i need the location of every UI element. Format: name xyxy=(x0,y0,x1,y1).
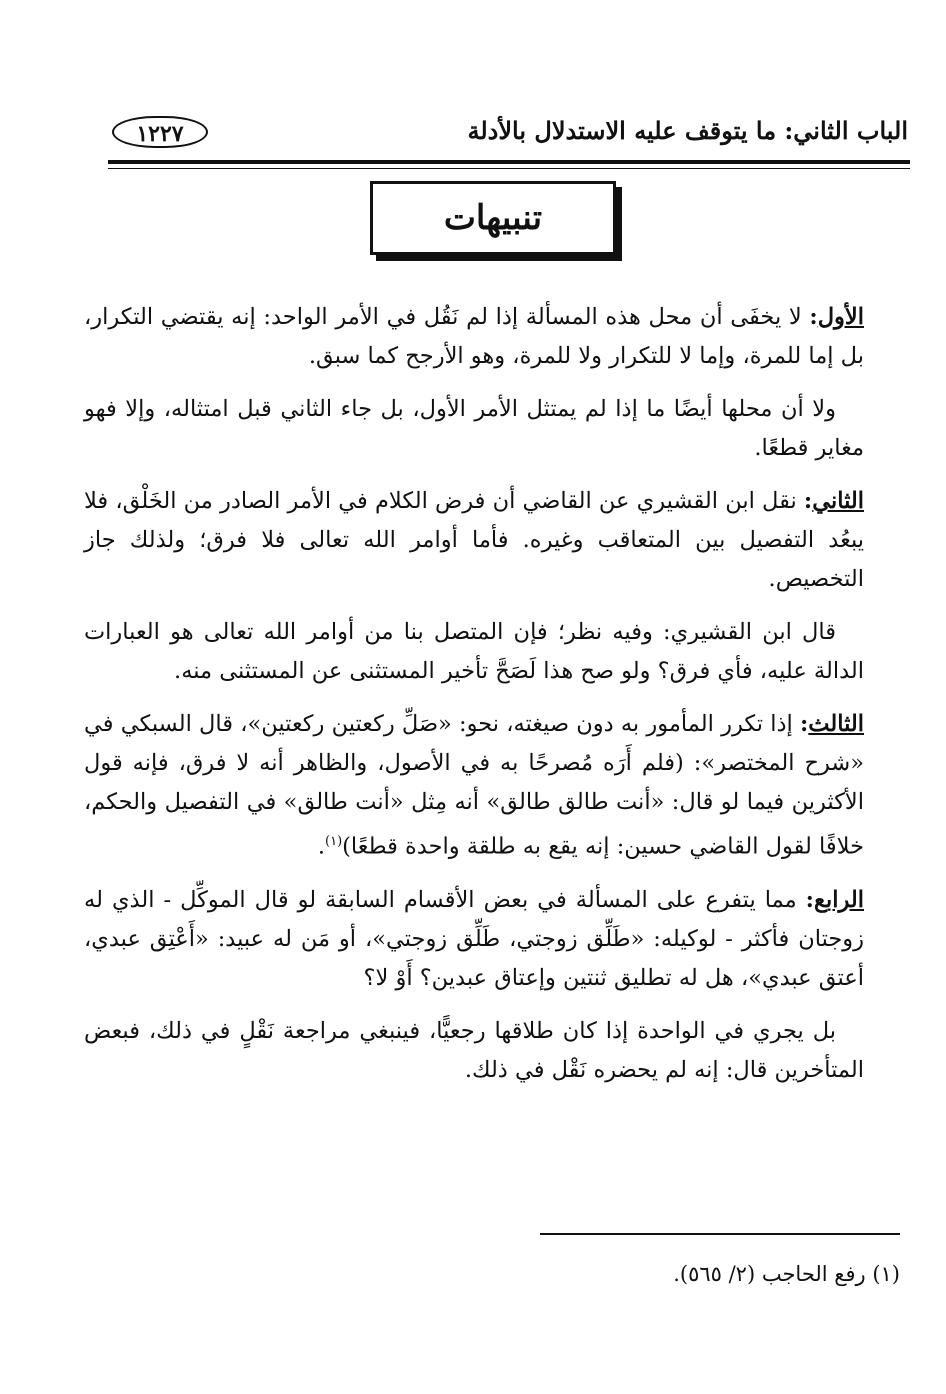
paragraph-tail: . xyxy=(317,833,325,860)
footnote: (١) رفع الحاجب (٢/ ٥٦٥). xyxy=(673,1262,900,1286)
paragraph-fourth: الرابع: مما يتفرع على المسألة في بعض الأقسام السابقة لو قال الموكِّل - الذي له زوجتان فأكثر - لوكيله: «طَلِّق زوجتي، طَلِّق زوجتي»، أو مَن له عبيد: «أَعْتِق عبدي، أعتق عبدي»، هل له تطليق ثنتين وإعتاق عبدين؟ أَوْ لا؟ xyxy=(84,886,864,991)
running-header xyxy=(112,112,908,156)
lead-word-fourth: الرابع xyxy=(813,886,864,913)
paragraph-text: ولا أن محلها أيضًا ما إذا لم يمتثل الأمر الأول، بل جاء الثاني قبل امتثاله، وإلا فهو مغاير قطعًا. xyxy=(84,396,864,461)
paragraph-text: نقل ابن القشيري عن القاضي أن فرض الكلام في الأمر الصادر من الخَلْق، فلا يبعُد التفصيل بين المتعاقب وغيره. فأما أوامر الله تعالى فلا فرق؛ ولذلك جاز التخصيص. xyxy=(84,488,864,592)
lead-word-first: الأول xyxy=(817,304,864,330)
paragraph-text: لا يخفَى أن محل هذه المسألة إذا لم نَقُل في الأمر الواحد: إنه يقتضي التكرار، بل إما للمرة، وإما لا للتكرار ولا للمرة، وهو الأرجح كما سبق. xyxy=(84,304,864,369)
header-rule xyxy=(108,160,910,164)
paragraph xyxy=(84,613,864,691)
paragraph-text: قال ابن القشيري: وفيه نظر؛ فإن المتصل بنا من أوامر الله تعالى هو العبارات الدالة عليه، فأي فرق؟ ولو صح هذا لَصَحَّ تأخير المستثنى عن المستثنى منه. xyxy=(84,619,864,684)
paragraph-text: إذا تكرر المأمور به دون صيغته، نحو: «صَلِّ ركعتين ركعتين»، قال السبكي في «شرح المختصر»: (فلم أَرَه مُصرحًا به في الأصول، والظاهر أنه لا فرق، فإنه قول الأكثرين فيما لو قال: «أنت طالق طالق» أنه مِثل «أنت طالق» في التفصيل والحكم، خلافًا لقول القاضي حسين: إنه يقع به طلقة واحدة قطعًا) xyxy=(84,711,864,860)
lead-word-third: الثالث xyxy=(808,711,864,737)
lead-word-second: الثاني xyxy=(812,488,864,514)
chapter-title: الباب الثاني: ما يتوقف عليه الاستدلال بالأدلة xyxy=(467,116,908,145)
paragraph-second: الثاني: نقل ابن القشيري عن القاضي أن فرض الكلام في الأمر الصادر من الخَلْق، فلا يبعُد التفصيل بين المتعاقب وغيره. فأما أوامر الله تعالى فلا فرق؛ ولذلك جاز التخصيص. xyxy=(84,488,864,592)
paragraph-text: بل يجري في الواحدة إذا كان طلاقها رجعيًّا، فينبغي مراجعة نَقْلٍ في ذلك، فبعض المتأخرين قال: إنه لم يحضره نَقْل في ذلك. xyxy=(84,1017,864,1083)
paragraph-first: الأول: لا يخفَى أن محل هذه المسألة إذا لم نَقُل في الأمر الواحد: إنه يقتضي التكرار، بل إما للمرة، وإما لا للتكرار ولا للمرة، وهو الأرجح كما سبق. xyxy=(84,304,864,369)
body-text xyxy=(84,298,864,1104)
paragraph xyxy=(84,390,864,468)
paragraph-text: مما يتفرع على المسألة في بعض الأقسام السابقة لو قال الموكِّل - الذي له زوجتان فأكثر - لوكيله: «طَلِّق زوجتي، طَلِّق زوجتي»، أو مَن له عبيد: «أَعْتِق عبدي، أعتق عبدي»، هل له تطليق ثنتين وإعتاق عبدين؟ أَوْ لا؟ xyxy=(84,886,864,991)
footnote-separator xyxy=(540,1233,900,1235)
paragraph xyxy=(84,1012,864,1090)
paragraph-third: الثالث: إذا تكرر المأمور به دون صيغته، نحو: «صَلِّ ركعتين ركعتين»، قال السبكي في «شرح المختصر»: (فلم أَرَه مُصرحًا به في الأصول، والظاهر أنه لا فرق، فإنه قول الأكثرين فيما لو قال: «أنت طالق طالق» أنه مِثل «أنت طالق» في التفصيل والحكم، خلافًا لقول القاضي حسين: إنه يقع به طلقة واحدة قطعًا)$^{(١)}$. xyxy=(84,711,864,860)
footnote-reference[interactable]: (١) xyxy=(325,834,343,849)
section-title: تنبيهات xyxy=(443,198,543,238)
header-rule-thin xyxy=(108,168,910,169)
section-title-box xyxy=(370,181,616,255)
page-number: ١٢٢٧ xyxy=(112,116,208,148)
